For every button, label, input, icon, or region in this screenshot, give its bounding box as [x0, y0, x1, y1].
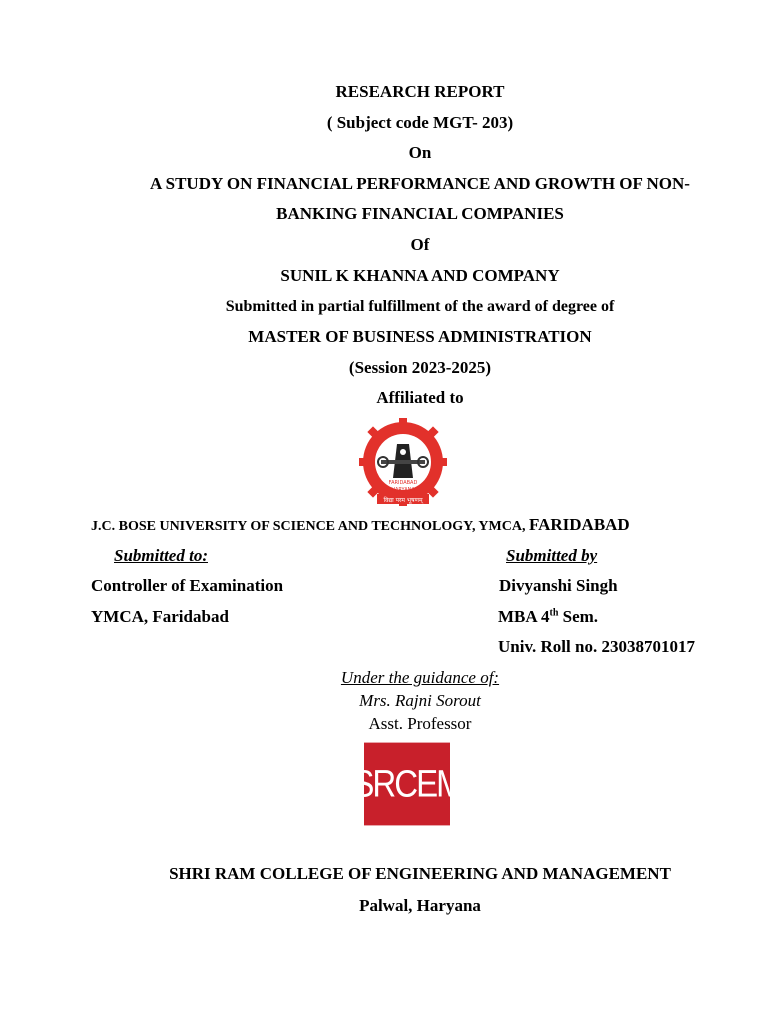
study-title-line-2: BANKING FINANCIAL COMPANIES	[276, 204, 564, 223]
degree-name: MASTER OF BUSINESS ADMINISTRATION	[248, 327, 592, 346]
guide-designation: Asst. Professor	[368, 714, 472, 733]
student-course-prefix: MBA 4	[498, 607, 550, 626]
study-title-line-1: A STUDY ON FINANCIAL PERFORMANCE AND GROWTH OF NON-	[150, 174, 690, 193]
student-course	[498, 607, 598, 627]
subject-code: ( Subject code MGT- 203)	[326, 113, 514, 132]
affiliated-to: Affiliated to	[376, 388, 464, 407]
student-course-suffix: Sem.	[558, 607, 599, 626]
guidance-heading-text: Under the guidance of:	[340, 668, 500, 687]
on-label: On	[408, 143, 432, 162]
student-roll-number: Univ. Roll no. 23038701017	[498, 637, 695, 656]
report-title: RESEARCH REPORT	[335, 82, 505, 101]
college-logo: SRCEM	[364, 743, 450, 826]
student-name: Divyanshi Singh	[499, 576, 618, 595]
company-name: SUNIL K KHANNA AND COMPANY	[280, 266, 560, 285]
university-name	[91, 515, 630, 537]
partial-fulfillment-text: Submitted in partial fulfillment of the award of degree of	[225, 298, 615, 315]
university-name-text: J.C. BOSE UNIVERSITY OF SCIENCE AND TECHNOLOGY, YMCA,	[91, 519, 526, 534]
session: (Session 2023-2025)	[348, 358, 492, 377]
university-city: FARIDABAD	[528, 515, 630, 534]
college-name: SHRI RAM COLLEGE OF ENGINEERING AND MANAGEMENT	[169, 864, 671, 883]
university-logo-city: FARIDABAD	[388, 480, 418, 486]
student-course-sup: th	[549, 607, 559, 619]
submitted-to-heading: Submitted to:	[114, 546, 208, 565]
submitted-to-line-1: Controller of Examination	[91, 576, 284, 595]
of-label: Of	[410, 235, 430, 254]
submitted-to-line-2: YMCA, Faridabad	[91, 607, 229, 626]
university-logo-state: HARYANA	[391, 487, 415, 493]
guide-name: Mrs. Rajni Sorout	[359, 691, 481, 710]
submitted-by-heading: Submitted by	[506, 546, 598, 565]
university-logo-motto: विद्या परम भूषणम्	[383, 497, 423, 504]
guidance-heading	[36, 668, 768, 688]
university-logo	[343, 418, 463, 508]
college-location: Palwal, Haryana	[359, 896, 481, 915]
